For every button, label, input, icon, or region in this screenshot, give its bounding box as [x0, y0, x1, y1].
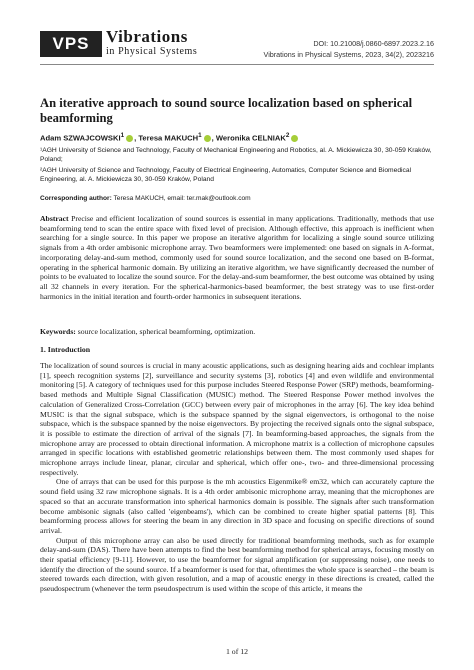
body-text: [40, 361, 434, 594]
page-number: 1 of 12: [225, 647, 249, 656]
corresponding-label: Corresponding author:: [40, 195, 112, 202]
affiliation: ²AGH University of Science and Technology, Faculty of Electrical Engineering, Automatics, Computer Science and Biomedical Engineering, al. A. Mickiewicza 30, 30-059 Kraków, Poland: [40, 167, 412, 183]
paragraph: Output of this microphone array can also be used directly for traditional beamforming methods, such as for example delay-and-sum (DAS). There have been attempts to find the best beamforming method for spherical arrays, focusing mostly on their spatial efficiency [9-11]. However, to use the beamformer for signal amplification (or suppressing noise), one needs to identify the direction of the sound source. If a beamformer is used for that, oftentimes the whole space is searched – the beam is steered towards each direction, with given resolution, and a map of acoustic energy in these directions is created, called the pseudospectrum (whenever the term pseudospectrum is used within the scope of this article, it means the: [40, 535, 434, 594]
orcid-icon[interactable]: [204, 135, 211, 142]
corresponding-author: [40, 195, 251, 202]
corresponding-text: Teresa MAKUCH, email: ter.mak@outlook.com: [113, 195, 251, 202]
doi: DOI: 10.21008/j.0860-6897.2023.2.16: [313, 39, 434, 48]
author-affil-mark: 2: [285, 132, 290, 139]
author-name: Adam SZWAJCOWSKI: [40, 133, 121, 143]
journal-name-main: Vibrations: [106, 27, 188, 46]
citation: Vibrations in Physical Systems, 2023, 34(2), 2023216: [263, 50, 434, 59]
keywords: [40, 327, 255, 336]
header-citation-block: [264, 38, 434, 60]
keywords-label: Keywords:: [40, 327, 76, 336]
journal-logo: VPS: [40, 31, 102, 57]
abstract: [40, 214, 434, 301]
keywords-text: source localization, spherical beamforming, optimization.: [77, 327, 256, 336]
header-divider: [40, 64, 434, 65]
paragraph: One of arrays that can be used for this purpose is the mh acoustics Eigenmike® em32, which can accurately capture the sound field using 32 raw microphone signals. It is a 4th order ambisonic microphone array, meaning that the microphones are spaced so that an accurate transformation into spherical harmonics domain is possible. The signals after such transformation become ambisonic signals (also called 'eigenbeams'), which can be combined to create higher spatial patterns [8]. This beamforming process allows for steering the beam in any direction in 3D space and focusing on specific directions of sound arrival.: [40, 477, 434, 535]
abstract-text: Precise and efficient localization of sound sources is essential in many applications. Traditionally, methods that use beamforming tend to scan the entire space with fixed level of precision. Although effective, this approach is inefficient when searching for a single source. In this paper we propose an iterative algorithm for localizing a single sound source utilizing signals from a 4th order ambisonic microphone array. Two beamformers were implemented: one based on signals in A-format, incorporating delay-and-sum method, commonly used for sound source localization, and the second one based on B-format, operating in the spherical harmonic domain. By utilizing an iterative algorithm, we have significantly decreased the number of points to be evaluated to localize the sound source. For the delay-and-sum beamformer, the best outcome was obtained by using all 32 channels in every iteration. For the spherical-harmonics-based beamformer, the best strategy was to use first-order harmonics in the initial iteration and fourth-order harmonics in subsequent iterations.: [40, 214, 434, 301]
affiliation: ¹AGH University of Science and Technology, Faculty of Mechanical Engineering and Robotics, al. A. Mickiewicza 30, 30-059 Kraków, Poland;: [40, 147, 432, 163]
orcid-icon[interactable]: [291, 135, 298, 142]
paragraph: The localization of sound sources is crucial in many acoustic applications, such as designing hearing aids and cochlear implants [1], speech recognition systems [2], surveillance and security systems [3], robotics [4] and even wildlife and environmental monitoring [5]. A category of techniques used for this purpose includes Steered Response Power (SRP) methods, beamforming-based methods and Multiple Signal Classification (MUSIC) method. The Steered Response Power method involves the calculation of Generalized Cross-Correlation (GCC) between every pair of microphones in the array [6]. The key idea behind MUSIC is that the signal subspace, which is the subspace spanned by the signal eigenvectors, is orthogonal to the noise subspace, which is the subspace spanned by the noise eigenvectors. By projecting the received signals onto the signal subspace, it is possible to estimate the direction of arrival of the signals [7]. In beamforming-based approaches, the signals from the microphone array are processed to obtain directional information. A microphone matrix is a collection of microphone capsules arranged in specific locations with established geometric relationships between them. The most commonly used shapes for microphone arrays include linear, planar, circular and spherical, which offer one-, two- and three-dimensional processing respectively.: [40, 361, 434, 477]
journal-name-sub: in Physical Systems: [106, 46, 198, 57]
author-affil-mark: 1: [120, 132, 125, 139]
author-affil-mark: 1: [198, 132, 202, 139]
orcid-icon[interactable]: [126, 135, 133, 142]
paper-title: An iterative approach to sound source localization based on spherical beamforming: [40, 96, 413, 125]
author-name: Teresa MAKUCH: [138, 133, 199, 143]
abstract-label: Abstract: [40, 214, 69, 223]
section-heading: 1. Introduction: [40, 345, 91, 354]
journal-name: [106, 28, 197, 57]
author-name: Weronika CELNIAK: [215, 133, 286, 143]
author-list: Adam SZWAJCOWSKI$^1$ , Teresa MAKUCH$^1$ , Weronika CELNIAK$^2$: [40, 132, 299, 143]
